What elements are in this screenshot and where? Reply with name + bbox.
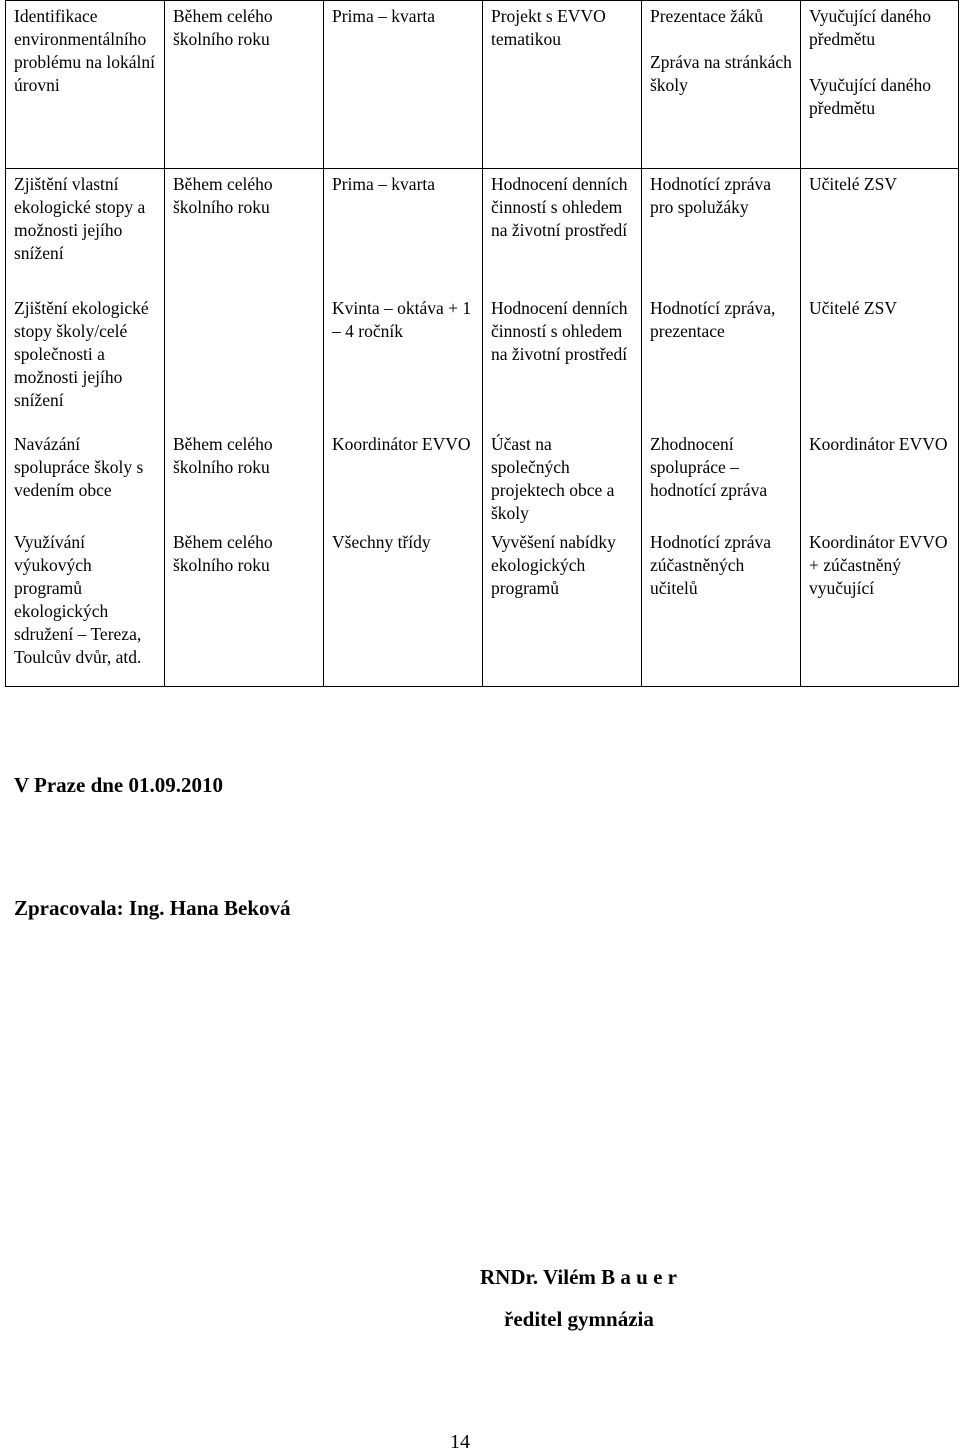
- activity-cell: Navázání spolupráce školy s vedením obce: [6, 429, 165, 527]
- responsible-cell: Koordinátor EVVO: [801, 429, 959, 527]
- output-cell: Zhodnocení spolupráce – hodnotící zpráva: [642, 429, 801, 527]
- classes-cell: Koordinátor EVVO: [324, 429, 483, 527]
- director-role: ředitel gymnázia: [504, 1307, 654, 1331]
- form-cell: Vyvěšení nabídky ekologických programů: [483, 527, 642, 687]
- output-cell: Hodnotící zpráva zúčastněných učitelů: [642, 527, 801, 687]
- timing-cell: Během celého školního roku: [165, 1, 324, 169]
- table-row: [6, 293, 959, 429]
- output-cell: [642, 1, 801, 169]
- responsible-cell: Koordinátor EVVO + zúčastněný vyučující: [801, 527, 959, 687]
- timing-cell: Během celého školního roku: [165, 527, 324, 687]
- timing-cell: [165, 293, 324, 429]
- responsible-cell: Učitelé ZSV: [801, 169, 959, 293]
- output-cell: Hodnotící zpráva, prezentace: [642, 293, 801, 429]
- responsible-text: Vyučující daného předmětu: [809, 75, 931, 118]
- form-cell: Projekt s EVVO tematikou: [483, 1, 642, 169]
- form-cell: Hodnocení denních činností s ohledem na životní prostředí: [483, 169, 642, 293]
- director-signature-block: [480, 1265, 780, 1332]
- activity-cell: Využívání výukových programů ekologických sdružení – Tereza, Toulcův dvůr, atd.: [6, 527, 165, 687]
- timing-cell: Během celého školního roku: [165, 169, 324, 293]
- output-cell: Hodnotící zpráva pro spolužáky: [642, 169, 801, 293]
- responsible-text: Vyučující daného předmětu: [809, 6, 931, 49]
- table-row: [6, 169, 959, 293]
- table-row: [6, 429, 959, 527]
- director-name: RNDr. Vilém B a u e r: [480, 1265, 677, 1289]
- output-text: Prezentace žáků: [650, 6, 764, 26]
- output-text: Zpráva na stránkách školy: [650, 52, 792, 95]
- classes-cell: Prima – kvarta: [324, 169, 483, 293]
- classes-cell: Všechny třídy: [324, 527, 483, 687]
- place-date-line: V Praze dne 01.09.2010: [14, 773, 224, 797]
- responsible-cell: Učitelé ZSV: [801, 293, 959, 429]
- activity-cell: Zjištění ekologické stopy školy/celé společnosti a možnosti jejího snížení: [6, 293, 165, 429]
- responsible-cell: [801, 1, 959, 169]
- classes-cell: Kvinta – oktáva + 1 – 4 ročník: [324, 293, 483, 429]
- activity-cell: Zjištění vlastní ekologické stopy a možnosti jejího snížení: [6, 169, 165, 293]
- activity-table: [5, 0, 959, 687]
- table-row: [6, 1, 959, 169]
- page-number: 14: [450, 1431, 470, 1453]
- form-cell: Hodnocení denních činností s ohledem na životní prostředí: [483, 293, 642, 429]
- table-row: [6, 527, 959, 687]
- classes-cell: Prima – kvarta: [324, 1, 483, 169]
- form-cell: Účast na společných projektech obce a školy: [483, 429, 642, 527]
- author-line: Zpracovala: Ing. Hana Beková: [14, 896, 291, 920]
- timing-cell: Během celého školního roku: [165, 429, 324, 527]
- activity-cell: Identifikace environmentálního problému na lokální úrovni: [6, 1, 165, 169]
